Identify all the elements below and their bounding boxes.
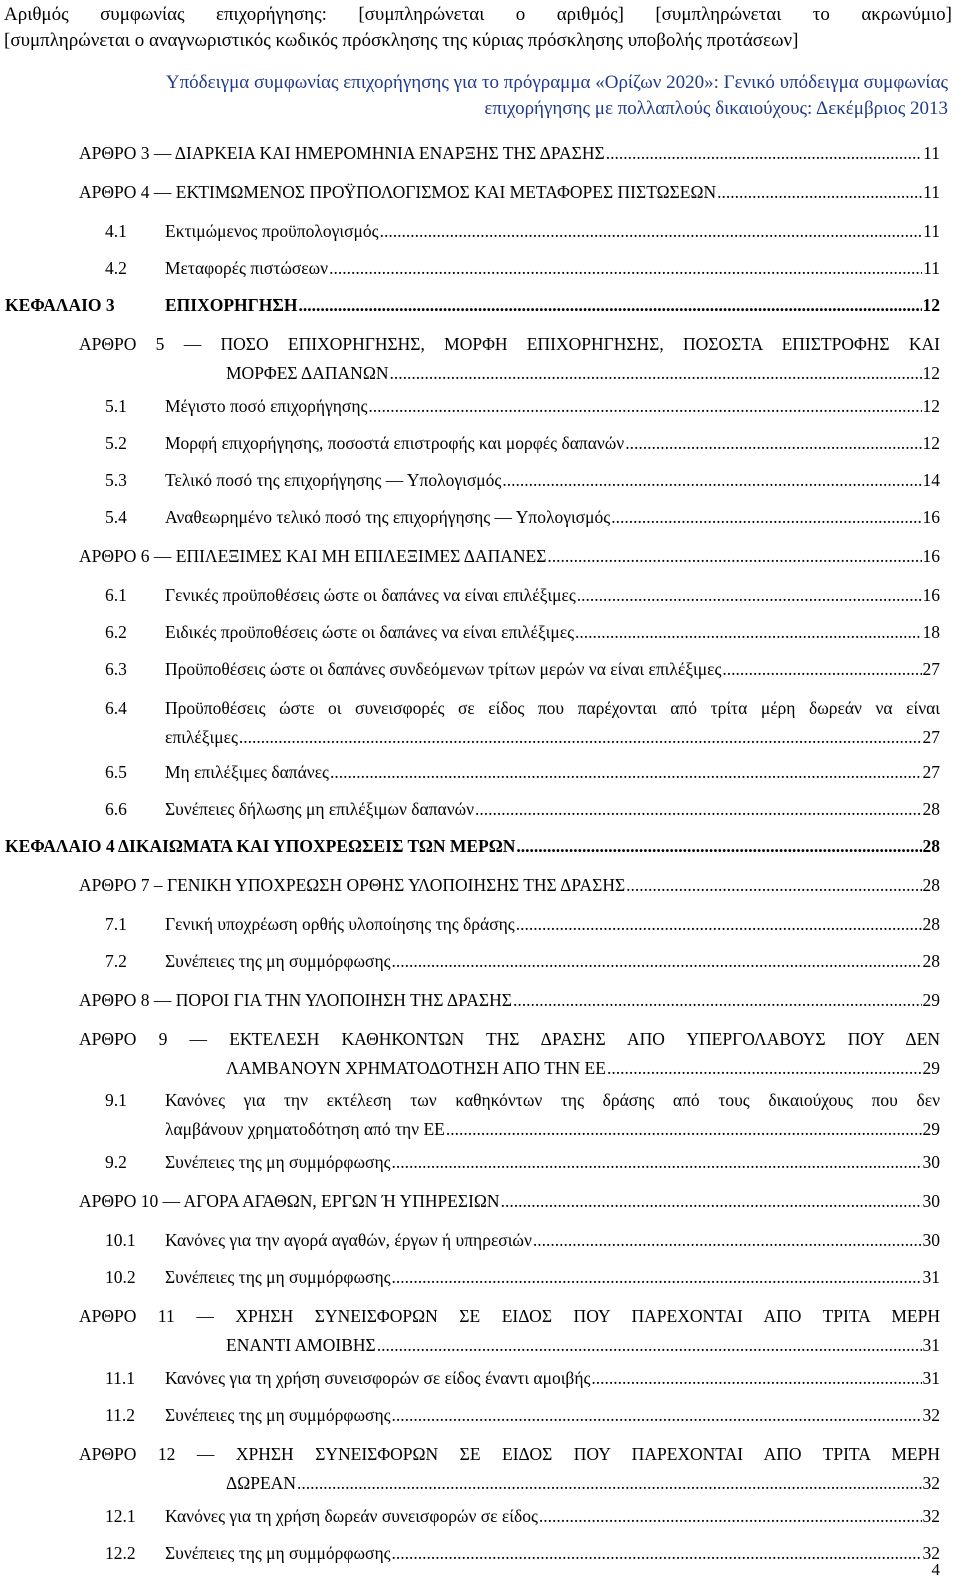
toc-entry-page: 32: [922, 1505, 940, 1526]
toc-entry-line: [165, 1504, 940, 1528]
toc-entry-page: 31: [922, 1368, 940, 1388]
toc-dot-leader: [539, 1504, 922, 1528]
toc-entry-title: Τελικό ποσό της επιχορήγησης — Υπολογισμός: [165, 470, 502, 491]
toc-entry-page: 32: [922, 1543, 940, 1563]
toc-entry-line: [165, 725, 940, 749]
toc-entry-title: ΑΡΘΡΟ 7 – ΓΕΝΙΚΗ ΥΠΟΧΡΕΩΣΗ ΟΡΘΗΣ ΥΛΟΠΟΙΗΣΗΣ ΤΗΣ ΔΡΑΣΗΣ: [79, 874, 626, 895]
toc-section-number: 7.2: [105, 950, 127, 971]
toc-dot-leader: [392, 1403, 922, 1427]
toc-entry[interactable]: [105, 760, 940, 784]
toc-entry-line: [79, 544, 940, 568]
toc-entry[interactable]: [79, 332, 940, 385]
toc-entry[interactable]: [105, 1403, 940, 1427]
toc-entry-line: [165, 949, 940, 973]
toc-entry-title: Συνέπειες της μη συμμόρφωσης: [165, 950, 391, 971]
toc-entry-page: 16: [922, 584, 940, 605]
toc-entry[interactable]: [105, 620, 940, 644]
toc-entry-line: [226, 1333, 940, 1357]
toc-entry[interactable]: [105, 394, 940, 418]
toc-dot-leader: [446, 1117, 922, 1141]
toc-entry-title: ΑΡΘΡΟ 3 — ΔΙΑΡΚΕΙΑ ΚΑΙ ΗΜΕΡΟΜΗΝΙΑ ΕΝΑΡΞΗΣ ΤΗΣ ΔΡΑΣΗΣ: [79, 143, 605, 163]
toc-entry[interactable]: [105, 797, 940, 821]
toc-entry[interactable]: [105, 912, 940, 936]
toc-entry-page: 16: [922, 507, 940, 528]
toc-entry-line: [165, 620, 940, 644]
toc-dot-leader: [575, 620, 921, 644]
toc-entry-line: [165, 1117, 940, 1141]
subtitle-line-2: επιχορήγησης με πολλαπλούς δικαιούχους: Δεκέμβριος 2013: [484, 98, 948, 119]
toc-entry[interactable]: [105, 1265, 940, 1289]
toc-dot-leader: [606, 141, 922, 165]
toc-dot-leader: [368, 394, 921, 418]
toc-entry-line: [165, 293, 940, 317]
toc-entry-title: επιλέξιμες: [165, 727, 238, 748]
toc-entry[interactable]: [79, 544, 940, 568]
toc-dot-leader: [717, 180, 922, 204]
toc-section-number: 6.3: [105, 659, 127, 680]
toc-section-number: 10.1: [105, 1230, 136, 1251]
toc-entry-line: [165, 431, 940, 455]
toc-entry-title: Συνέπειες της μη συμμόρφωσης: [165, 1543, 391, 1563]
toc-entry-title-line1: Προϋποθέσεις ώστε οι συνεισφορές σε είδος που παρέχονται από τρίτα μέρη δωρεάν να είναι: [165, 698, 940, 719]
toc-dot-leader: [591, 1366, 921, 1390]
toc-section-number: 6.4: [105, 698, 127, 719]
toc-dot-leader: [577, 583, 922, 607]
toc-entry[interactable]: [105, 1541, 940, 1565]
toc-dot-leader: [329, 256, 922, 280]
toc-chapter-number: ΚΕΦΑΛΑΙΟ 3: [5, 295, 115, 316]
toc-entry-line: [165, 1228, 940, 1252]
toc-entry-page: 16: [922, 546, 940, 567]
toc-entry-page: 11: [923, 257, 940, 278]
toc-entry-page: 28: [922, 835, 940, 856]
toc-entry-title: Μορφή επιχορήγησης, ποσοστά επιστροφής και μορφές δαπανών: [165, 432, 625, 453]
toc-dot-leader: [516, 912, 922, 936]
toc-entry-title: λαμβάνουν χρηματοδότηση από την ΕΕ: [165, 1119, 445, 1140]
toc-entry-page: 30: [922, 1230, 940, 1251]
toc-entry-title: Κανόνες για την αγορά αγαθών, έργων ή υπηρεσιών: [165, 1230, 532, 1251]
toc-entry-title: Αναθεωρημένο τελικό ποσό της επιχορήγησης — Υπολογισμός: [165, 507, 611, 528]
toc-entry-page: 28: [922, 874, 940, 895]
toc-entry-title: Κανόνες για τη χρήση συνεισφορών σε είδος έναντι αμοιβής: [165, 1368, 591, 1388]
toc-section-number: 10.2: [105, 1267, 136, 1288]
toc-dot-leader: [607, 1056, 922, 1080]
toc-entry-line: [79, 180, 940, 204]
toc-entry[interactable]: [79, 1442, 940, 1495]
toc-entry[interactable]: [105, 1504, 940, 1528]
toc-entry-title: Εκτιμώμενος προϋπολογισμός: [165, 220, 379, 241]
toc-entry-page: 14: [922, 470, 940, 491]
toc-section-number: 6.6: [105, 798, 127, 819]
toc-entry-page: 12: [922, 295, 940, 316]
toc-entry[interactable]: [79, 988, 940, 1012]
toc-entry-page: 27: [922, 659, 940, 680]
toc-entry-line: [226, 361, 940, 385]
toc-entry[interactable]: [105, 1150, 940, 1174]
toc-dot-leader: [298, 293, 921, 317]
toc-entry-title-line1: ΑΡΘΡΟ 9 — ΕΚΤΕΛΕΣΗ ΚΑΘΗΚΟΝΤΩΝ ΤΗΣ ΔΡΑΣΗΣ ΑΠΟ ΥΠΕΡΓΟΛΑΒΟΥΣ ΠΟΥ ΔΕΝ: [79, 1028, 940, 1049]
toc-entry-title: Συνέπειες της μη συμμόρφωσης: [165, 1267, 391, 1288]
toc-section-number: 9.1: [105, 1090, 127, 1111]
toc-entry-title: Συνέπειες της μη συμμόρφωσης: [165, 1152, 391, 1173]
toc-entry-title: Γενικές προϋποθέσεις ώστε οι δαπάνες να είναι επιλέξιμες: [165, 584, 576, 605]
toc-entry[interactable]: [5, 293, 940, 317]
toc-entry-title: Μεταφορές πιστώσεων: [165, 257, 329, 278]
toc-entry-line: [165, 394, 940, 418]
toc-entry[interactable]: [105, 468, 940, 492]
toc-section-number: 9.2: [105, 1152, 127, 1173]
toc-entry-line: [165, 1403, 940, 1427]
toc-entry-title-line1: ΑΡΘΡΟ 5 — ΠΟΣΟ ΕΠΙΧΟΡΗΓΗΣΗΣ, ΜΟΡΦΗ ΕΠΙΧΟΡΗΓΗΣΗΣ, ΠΟΣΟΣΤΑ ΕΠΙΣΤΡΟΦΗΣ ΚΑΙ: [79, 333, 940, 354]
toc-entry-page: 30: [922, 1152, 940, 1173]
toc-entry-page: 29: [922, 989, 940, 1010]
toc-entry-line: [165, 760, 940, 784]
toc-entry-page: 28: [922, 950, 940, 971]
toc-dot-leader: [392, 1265, 922, 1289]
toc-entry-page: 32: [922, 1473, 940, 1493]
toc-entry-line: [165, 657, 940, 681]
toc-entry-title: ΜΟΡΦΕΣ ΔΑΠΑΝΩΝ: [226, 362, 389, 383]
toc-entry-page: 11: [923, 181, 940, 202]
toc-entry-line: [79, 988, 940, 1012]
toc-entry-line: [79, 873, 940, 897]
toc-dot-leader: [516, 834, 921, 858]
toc-entry[interactable]: [105, 949, 940, 973]
toc-entry[interactable]: [5, 834, 940, 858]
toc-entry-title: ΛΑΜΒΑΝΟΥΝ ΧΡΗΜΑΤΟΔΟΤΗΣΗ ΑΠΟ ΤΗΝ ΕΕ: [226, 1057, 606, 1078]
toc-entry-title: Μέγιστο ποσό επιχορήγησης: [165, 395, 368, 416]
toc-section-number: 4.2: [105, 257, 127, 278]
toc-entry-line: [79, 1189, 940, 1213]
toc-entry-page: 12: [922, 432, 940, 453]
toc-entry-line: [165, 1366, 940, 1390]
toc-entry[interactable]: [105, 1088, 940, 1141]
toc-dot-leader: [626, 873, 921, 897]
toc-section-number: 5.4: [105, 507, 127, 528]
toc-entry-line: [165, 797, 940, 821]
toc-entry-page: 31: [922, 1335, 940, 1356]
toc-section-number: 6.1: [105, 584, 127, 605]
toc-entry-title: ΑΡΘΡΟ 6 — ΕΠΙΛΕΞΙΜΕΣ ΚΑΙ ΜΗ ΕΠΙΛΕΞΙΜΕΣ ΔΑΠΑΝΕΣ: [79, 546, 547, 567]
toc-entry[interactable]: [105, 256, 940, 280]
toc-entry-line: [165, 912, 940, 936]
toc-entry-title-line1: ΑΡΘΡΟ 12 — ΧΡΗΣΗ ΣΥΝΕΙΣΦΟΡΩΝ ΣΕ ΕΙΔΟΣ ΠΟΥ ΠΑΡΕΧΟΝΤΑΙ ΑΠΟ ΤΡΙΤΑ ΜΕΡΗ: [79, 1444, 940, 1464]
toc-entry-page: 12: [922, 395, 940, 416]
toc-entry[interactable]: [105, 696, 940, 749]
toc-entry-page: 30: [922, 1191, 940, 1212]
toc-entry-line: [165, 219, 940, 243]
toc-section-number: 5.1: [105, 395, 127, 416]
toc-section-number: 5.3: [105, 470, 127, 491]
toc-section-number: 11.2: [105, 1405, 135, 1426]
toc-dot-leader: [502, 468, 921, 492]
toc-dot-leader: [501, 1189, 922, 1213]
toc-entry[interactable]: [79, 141, 940, 165]
toc-entry-title: Κανόνες για τη χρήση δωρεάν συνεισφορών σε είδος: [165, 1505, 538, 1526]
toc-entry[interactable]: [105, 583, 940, 607]
subtitle-line-1: Υπόδειγμα συμφωνίας επιχορήγησης για το πρόγραμμα «Ορίζων 2020»: Γενικό υπόδειγμα συμφωνίας: [165, 72, 948, 93]
toc-entry-title: ΑΡΘΡΟ 8 — ΠΟΡΟΙ ΓΙΑ ΤΗΝ ΥΛΟΠΟΙΗΣΗ ΤΗΣ ΔΡΑΣΗΣ: [79, 989, 512, 1010]
toc-entry-page: 28: [922, 798, 940, 819]
toc-entry-page: 29: [922, 1057, 940, 1078]
toc-entry-line: [79, 141, 940, 165]
toc-entry-title: Μη επιλέξιμες δαπάνες: [165, 761, 329, 782]
page-number: 4: [931, 1560, 940, 1579]
toc-dot-leader: [547, 544, 921, 568]
toc-entry[interactable]: [79, 1304, 940, 1357]
toc-entry-page: 27: [922, 761, 940, 782]
toc-entry[interactable]: [105, 505, 940, 529]
toc-entry-line: [165, 256, 940, 280]
toc-entry[interactable]: [79, 180, 940, 204]
toc-entry[interactable]: [79, 1189, 940, 1213]
toc-entry[interactable]: [105, 657, 940, 681]
toc-entry-page: 11: [923, 220, 940, 241]
toc-entry-title: ΑΡΘΡΟ 4 — ΕΚΤΙΜΩΜΕΝΟΣ ΠΡΟΫΠΟΛΟΓΙΣΜΟΣ ΚΑΙ ΜΕΤΑΦΟΡΕΣ ΠΙΣΤΩΣΕΩΝ: [79, 181, 717, 202]
toc-entry-line: [165, 1150, 940, 1174]
toc-entry-title: Συνέπειες δήλωσης μη επιλέξιμων δαπανών: [165, 798, 475, 819]
toc-entry-line: [165, 505, 940, 529]
toc-entry-line: [165, 583, 940, 607]
toc-dot-leader: [533, 1228, 922, 1252]
header-agreement-number: Αριθμός συμφωνίας επιχορήγησης: [συμπληρώνεται ο αριθμός] [συμπληρώνεται το ακρωνύμιο]: [4, 4, 952, 25]
toc-entry-title-line1: Κανόνες για την εκτέλεση των καθηκόντων της δράσης από τους δικαιούχους που δεν: [165, 1090, 940, 1111]
toc-section-number: 6.5: [105, 761, 127, 782]
toc-entry-line: [226, 1471, 940, 1495]
toc-dot-leader: [389, 361, 921, 385]
toc-entry-page: 18: [922, 622, 940, 643]
toc-section-number: 11.1: [105, 1368, 135, 1388]
toc-entry-title: ΑΡΘΡΟ 10 — ΑΓΟΡΑ ΑΓΑΘΩΝ, ΕΡΓΩΝ Ή ΥΠΗΡΕΣΙΩΝ: [79, 1191, 500, 1212]
toc-entry-line: [165, 1265, 940, 1289]
toc-entry-line: [165, 468, 940, 492]
header-call-identifier: [συμπληρώνεται ο αναγνωριστικός κωδικός πρόσκλησης της κύριας πρόσκλησης υποβολής προτάσεων]: [4, 30, 799, 51]
toc-entry[interactable]: [105, 1366, 940, 1390]
toc-dot-leader: [475, 797, 921, 821]
toc-entry-title: ΔΩΡΕΑΝ: [226, 1473, 296, 1493]
toc-entry[interactable]: [79, 1027, 940, 1080]
toc-entry[interactable]: [79, 873, 940, 897]
toc-dot-leader: [722, 657, 921, 681]
toc-entry-title: Συνέπειες της μη συμμόρφωσης: [165, 1405, 391, 1426]
toc-section-number: 4.1: [105, 220, 127, 241]
toc-dot-leader: [380, 219, 923, 243]
document-subtitle: [8, 70, 948, 122]
toc-dot-leader: [392, 1541, 922, 1565]
toc-dot-leader: [239, 725, 922, 749]
toc-entry-page: 32: [922, 1405, 940, 1426]
toc-dot-leader: [377, 1333, 922, 1357]
toc-section-number: 12.2: [105, 1543, 136, 1563]
toc-entry-page: 12: [922, 362, 940, 383]
toc-entry-title-line1: ΑΡΘΡΟ 11 — ΧΡΗΣΗ ΣΥΝΕΙΣΦΟΡΩΝ ΣΕ ΕΙΔΟΣ ΠΟΥ ΠΑΡΕΧΟΝΤΑΙ ΑΠΟ ΤΡΙΤΑ ΜΕΡΗ: [79, 1306, 940, 1327]
toc-entry-title: ΕΠΙΧΟΡΗΓΗΣΗ: [165, 295, 298, 316]
toc-entry[interactable]: [105, 1228, 940, 1252]
toc-section-number: 7.1: [105, 913, 127, 934]
toc-entry[interactable]: [105, 219, 940, 243]
toc-dot-leader: [611, 505, 921, 529]
toc-entry[interactable]: [105, 431, 940, 455]
toc-entry-page: 29: [922, 1119, 940, 1140]
toc-entry-line: [5, 834, 940, 858]
toc-entry-line: [165, 1541, 940, 1565]
toc-entry-line: [226, 1056, 940, 1080]
document-header: [4, 2, 952, 54]
toc-entry-page: 11: [923, 143, 940, 163]
toc-dot-leader: [513, 988, 922, 1012]
toc-dot-leader: [297, 1471, 922, 1495]
toc-section-number: 12.1: [105, 1505, 136, 1526]
toc-entry-title: Ειδικές προϋποθέσεις ώστε οι δαπάνες να είναι επιλέξιμες: [165, 622, 575, 643]
toc-entry-title: Προϋποθέσεις ώστε οι δαπάνες συνδεόμενων τρίτων μερών να είναι επιλέξιμες: [165, 659, 722, 680]
toc-dot-leader: [392, 1150, 922, 1174]
toc-entry-page: 27: [922, 727, 940, 748]
toc-entry-page: 31: [922, 1267, 940, 1288]
toc-dot-leader: [625, 431, 921, 455]
toc-section-number: 6.2: [105, 622, 127, 643]
toc-entry-title: ΕΝΑΝΤΙ ΑΜΟΙΒΗΣ: [226, 1335, 376, 1356]
toc-dot-leader: [330, 760, 922, 784]
toc-entry-title: Γενική υποχρέωση ορθής υλοποίησης της δράσης: [165, 913, 515, 934]
toc-dot-leader: [392, 949, 922, 973]
toc-entry-page: 28: [922, 913, 940, 934]
toc-section-number: 5.2: [105, 432, 127, 453]
toc-entry-title: ΚΕΦΑΛΑΙΟ 4 ΔΙΚΑΙΩΜΑΤΑ ΚΑΙ ΥΠΟΧΡΕΩΣΕΙΣ ΤΩΝ ΜΕΡΩΝ: [5, 835, 516, 856]
